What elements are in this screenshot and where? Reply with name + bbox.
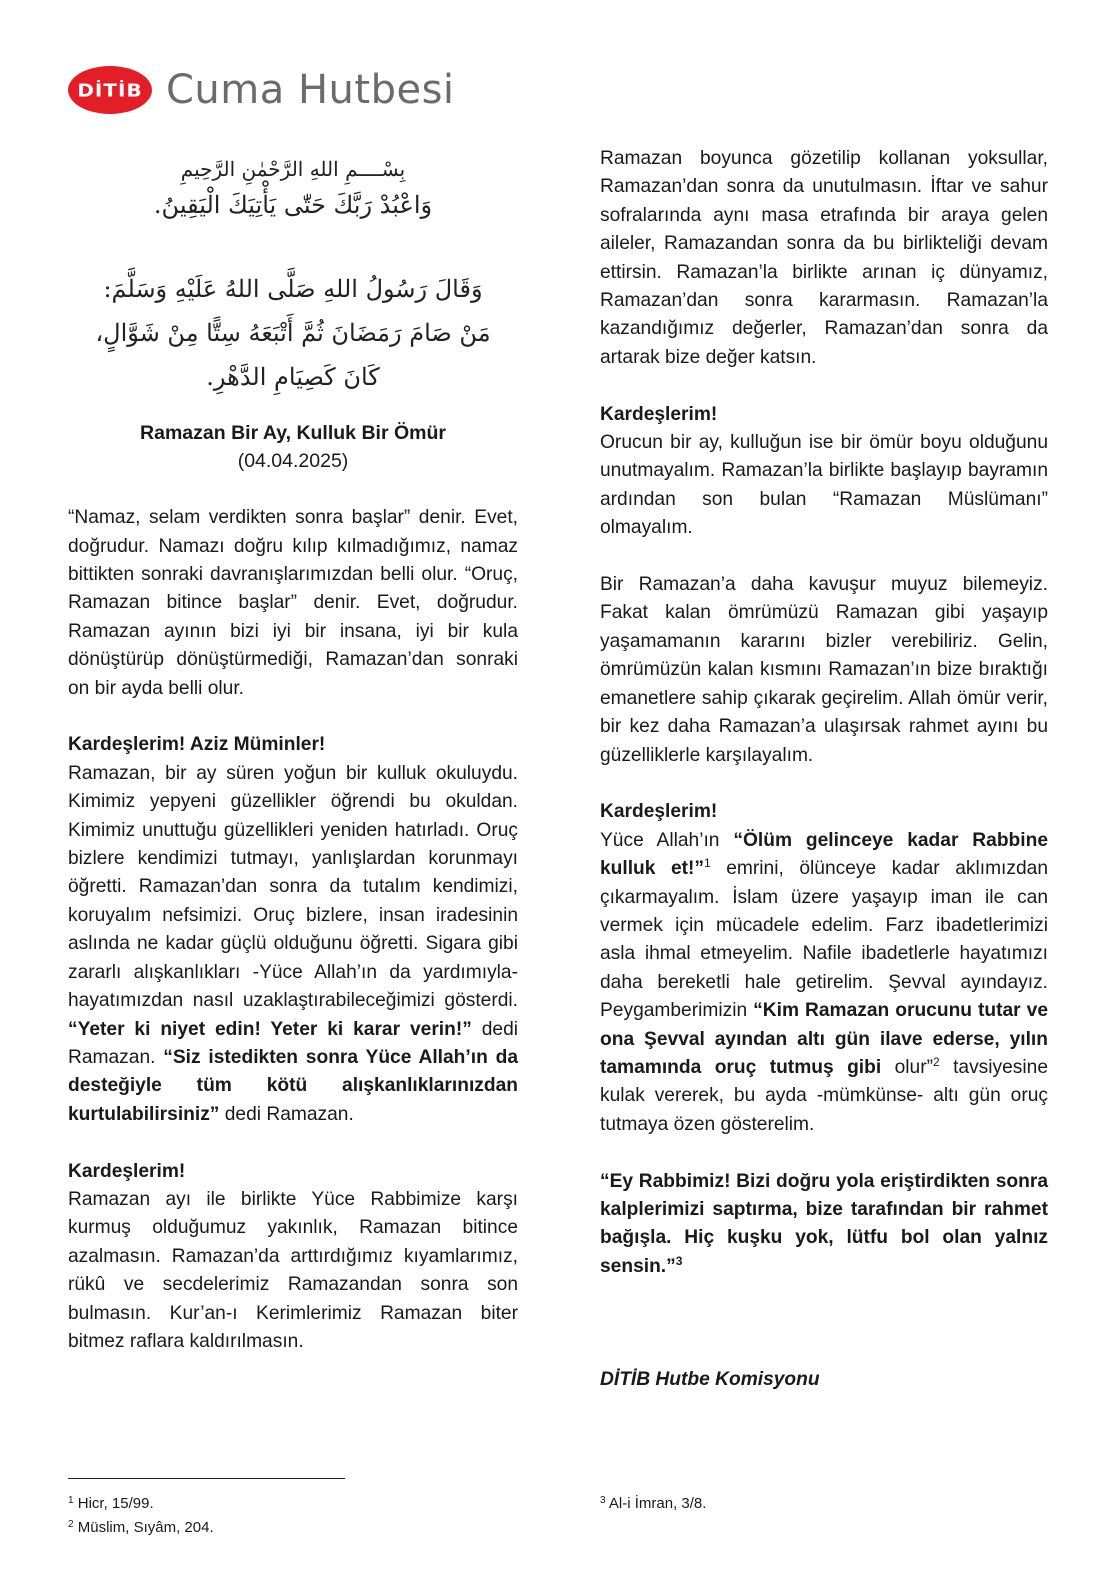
footnote-divider [68, 1478, 345, 1479]
footnote-1: $^1$ Hicr, 15/99. [68, 1495, 154, 1512]
paragraph: Yüce Allah’ın “Ölüm gelinceye kadar Rabbine kulluk et!”$^1$ emrini, ölünceye kadar aklımızdan çıkarmayalım. İslam üzere yaşayıp iman ile can vermek için mücadele edelim. Farz ibadetlerimizi asla ihmal etmeyelim. Nafile ibadetlerle hayatımızı daha bereketli hale getirelim. Şevval ayındayız. Peygamberimizin “Kim Ramazan orucunu tutar ve ona Şevval ayından altı gün ilave ederse, yılın tamamında oruç tutmuş gibi olur”$^2$ tavsiyesine kulak vererek, bu ayda -mümkünse- altı gün oruç tutmaya özen gösterelim. [600, 829, 1048, 1135]
header-title: Cuma Hutbesi [166, 67, 455, 113]
section-heading: Kardeşlerim! [600, 403, 718, 425]
left-column [68, 145, 518, 1356]
paragraph: Bir Ramazan’a daha kavuşur muyuz bilemeyiz. Fakat kalan ömrümüzü Ramazan gibi yaşayıp yaşamamanın kararını bizler verebiliriz. Gelin, ömrümüzün kalan kısmını Ramazan’ın bize bıraktığı emanetlere sahip çıkarak geçirelim. Allah ömür verir, bir kez daha Ramazan’a ulaşırsak rahmet ayını bu güzelliklerle karşılayalım. [600, 574, 1048, 766]
sermon-title: Ramazan Bir Ay, Kulluk Bir Ömür [140, 422, 446, 444]
footnote-ref: 1 [704, 856, 711, 871]
header [68, 60, 455, 120]
footnote-3: $^3$ Al-i İmran, 3/8. [600, 1495, 707, 1512]
ditib-logo [68, 66, 152, 114]
hadith-line-2: كَانَ كَصِيَامِ الدَّهْرِ. [206, 363, 380, 391]
section-heading: Kardeşlerim! [68, 1160, 186, 1182]
sermon-date: (04.04.2025) [237, 450, 349, 473]
paragraph: Orucun bir ay, kulluğun ise bir ömür boyu olduğunu unutmayalım. Ramazan’la birlikte başlayıp bayramın ardından son bulan “Ramazan Müslümanı” olmayalım. [600, 432, 1048, 539]
footnote-2: $^2$ Müslim, Sıyâm, 204. [68, 1519, 214, 1536]
ayah: وَاعْبُدْ رَبَّكَ حَتّٰى يَأْتِيَكَ الْيَقِينُ. [153, 191, 433, 219]
hadith-intro: وَقَالَ رَسُولُ اللهِ صَلَّى اللهُ عَلَيْهِ وَسَلَّمَ: [103, 275, 483, 303]
signature: DİTİB Hutbe Komisyonu [600, 1369, 820, 1391]
hadith-line-1: مَنْ صَامَ رَمَضَانَ ثُمَّ أَتْبَعَهُ سِتًّا مِنْ شَوَّالٍ، [95, 319, 491, 347]
section-heading: Kardeşlerim! Aziz Müminler! [68, 734, 326, 756]
closing-prayer: “Ey Rabbimiz! Bizi doğru yola eriştirdikten sonra kalplerimizi saptırma, bize tarafından bir rahmet bağışla. Hiç kuşku yok, lütfu bol olan yalnız sensin.”$^3$ [600, 1170, 1048, 1277]
right-column [600, 145, 1048, 1395]
paragraph: Ramazan boyunca gözetilip kollanan yoksullar, Ramazan’dan sonra da unutulmasın. İftar ve sahur sofralarında aynı masa etrafında bir araya gelen aileler, Ramazandan sonra da bu birlikteliği devam ettirsin. Ramazan’la birlikte arınan iç dünyamız, Ramazan’dan sonra kararmasın. Ramazan’la kazandığımız değerler, Ramazan’dan sonra da artarak bize değer katsın. [600, 148, 1048, 368]
logo-text: DİTİB [77, 79, 143, 101]
paragraph: “Namaz, selam verdikten sonra başlar” denir. Evet, doğrudur. Namazı doğru kılıp kılmadığımız, namaz bittikten sonraki davranışlarımızdan belli olur. “Oruç, Ramazan bitince başlar” denir. Evet, doğrudur. Ramazan ayının bizi iyi bir insana, iyi bir kula dönüştürüp dönüştürmediği, Ramazan’dan sonraki on bir ayda belli olur. [68, 507, 518, 699]
paragraph: Ramazan ayı ile birlikte Yüce Rabbimize karşı kurmuş olduğumuz yakınlık, Ramazan bitince azalmasın. Ramazan’da arttırdığımız kıyamlarımız, rükû ve secdelerimiz Ramazandan sonra son bulmasın. Kur’an-ı Kerimlerimiz Ramazan biter bitmez raflara kaldırılmasın. [68, 1188, 518, 1352]
footnote-ref: 2 [932, 1054, 940, 1069]
section-heading: Kardeşlerim! [600, 801, 718, 823]
footnote-ref: 3 [675, 1253, 683, 1268]
bismillah: بِسْــــمِ اللهِ الرَّحْمٰنِ الرَّحِيمِ [180, 157, 406, 181]
paragraph: Ramazan, bir ay süren yoğun bir kulluk okuluydu. Kimimiz yepyeni güzellikler öğrendi bu okuldan. Kimimiz unuttuğu güzellikleri yeniden hatırladı. Oruç bizlere kendimizi tutmayı, yanlışlardan korunmayı öğretti. Ramazan’dan sonra da tutalım kendimizi, koruyalım nefsimizi. Oruç bizlere, insan iradesinin aslında ne kadar güçlü olduğunu öğretti. Sigara gibi zararlı alışkanlıkları -Yüce Allah’ın da yardımıyla- hayatımızdan nasıl uzaklaştırabileceğimizi gösterdi. “Yeter ki niyet edin! Yeter ki karar verin!” dedi Ramazan. “Siz istedikten sonra Yüce Allah’ın da desteğiyle tüm kötü alışkanlıklarınızdan kurtulabilirsiniz” dedi Ramazan. [68, 762, 519, 1125]
